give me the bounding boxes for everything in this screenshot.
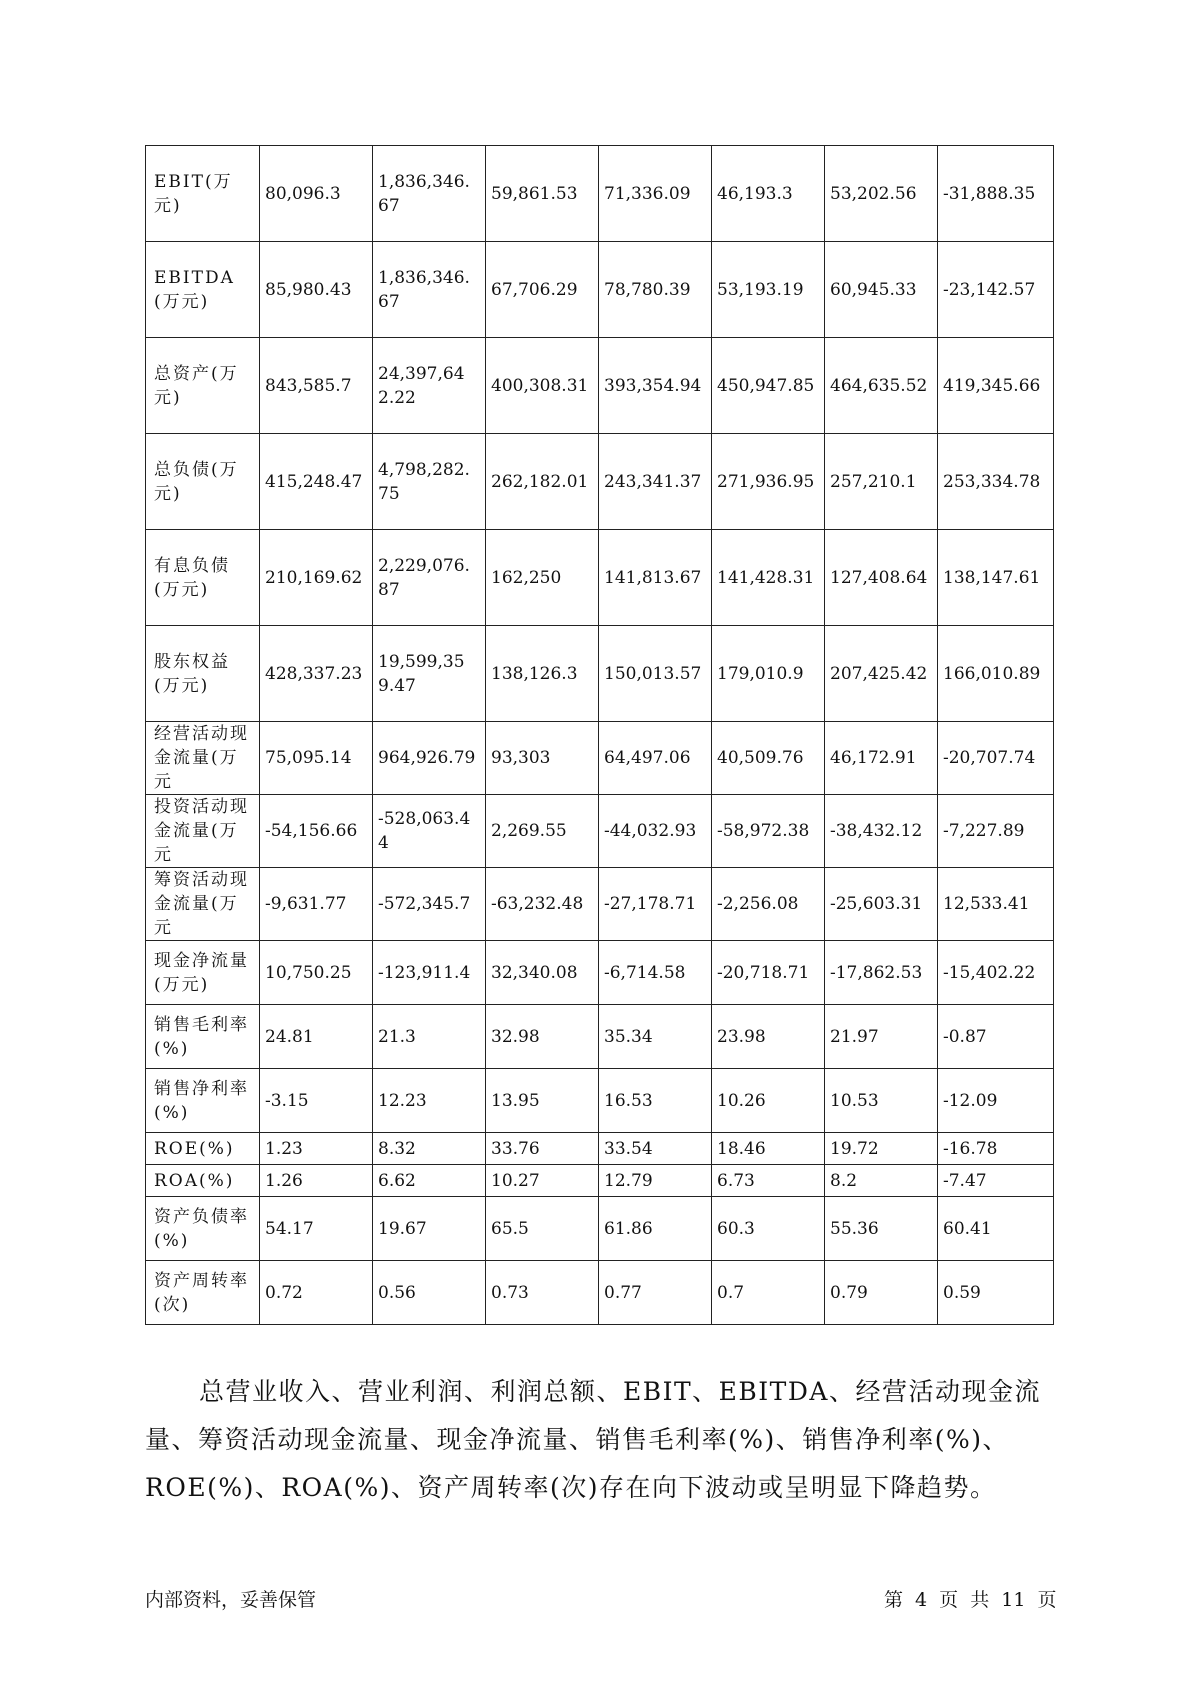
row-label: ROE(%) xyxy=(146,1133,260,1165)
table-cell: 46,172.91 xyxy=(825,722,938,795)
table-cell: 12,533.41 xyxy=(938,868,1054,941)
row-label: 销售净利率(%) xyxy=(146,1069,260,1133)
table-cell: -58,972.38 xyxy=(712,795,825,868)
table-row xyxy=(146,1005,1054,1069)
table-cell: 60.3 xyxy=(712,1197,825,1261)
table-cell: 24.81 xyxy=(260,1005,373,1069)
table-cell: 12.79 xyxy=(599,1165,712,1197)
table-cell: -16.78 xyxy=(938,1133,1054,1165)
table-cell: 162,250 xyxy=(486,530,599,626)
table-cell: 8.2 xyxy=(825,1165,938,1197)
table-cell: -54,156.66 xyxy=(260,795,373,868)
table-cell: 10.53 xyxy=(825,1069,938,1133)
table-cell: 18.46 xyxy=(712,1133,825,1165)
table-row xyxy=(146,722,1054,795)
table-cell: 85,980.43 xyxy=(260,242,373,338)
table-cell: -20,707.74 xyxy=(938,722,1054,795)
table-cell: -2,256.08 xyxy=(712,868,825,941)
table-cell: 0.72 xyxy=(260,1261,373,1325)
table-cell: 33.76 xyxy=(486,1133,599,1165)
table-cell: 24,397,642.22 xyxy=(373,338,486,434)
table-cell: 138,126.3 xyxy=(486,626,599,722)
table-cell: 55.36 xyxy=(825,1197,938,1261)
table-cell: 1.23 xyxy=(260,1133,373,1165)
table-cell: -63,232.48 xyxy=(486,868,599,941)
table-cell: 40,509.76 xyxy=(712,722,825,795)
row-label: 现金净流量(万元) xyxy=(146,941,260,1005)
table-row xyxy=(146,338,1054,434)
table-cell: 243,341.37 xyxy=(599,434,712,530)
table-cell: 141,813.67 xyxy=(599,530,712,626)
table-row xyxy=(146,1133,1054,1165)
table-cell: 21.3 xyxy=(373,1005,486,1069)
table-cell: -25,603.31 xyxy=(825,868,938,941)
table-cell: 71,336.09 xyxy=(599,146,712,242)
table-cell: -572,345.7 xyxy=(373,868,486,941)
table-cell: 93,303 xyxy=(486,722,599,795)
table-cell: -7.47 xyxy=(938,1165,1054,1197)
table-cell: 61.86 xyxy=(599,1197,712,1261)
table-cell: 2,229,076.87 xyxy=(373,530,486,626)
table-cell: -0.87 xyxy=(938,1005,1054,1069)
table-cell: 0.59 xyxy=(938,1261,1054,1325)
table-cell: 53,193.19 xyxy=(712,242,825,338)
table-cell: 1,836,346.67 xyxy=(373,242,486,338)
table-cell: 0.56 xyxy=(373,1261,486,1325)
table-cell: -15,402.22 xyxy=(938,941,1054,1005)
table-cell: 12.23 xyxy=(373,1069,486,1133)
table-cell: 32.98 xyxy=(486,1005,599,1069)
table-cell: -17,862.53 xyxy=(825,941,938,1005)
table-cell: 0.77 xyxy=(599,1261,712,1325)
row-label: 总负债(万元) xyxy=(146,434,260,530)
table-cell: 262,182.01 xyxy=(486,434,599,530)
table-cell: 1.26 xyxy=(260,1165,373,1197)
table-cell: -44,032.93 xyxy=(599,795,712,868)
table-cell: 843,585.7 xyxy=(260,338,373,434)
table-cell: 13.95 xyxy=(486,1069,599,1133)
table-cell: -20,718.71 xyxy=(712,941,825,1005)
row-label: EBIT(万元) xyxy=(146,146,260,242)
table-cell: 207,425.42 xyxy=(825,626,938,722)
table-cell: 16.53 xyxy=(599,1069,712,1133)
table-cell: 10.27 xyxy=(486,1165,599,1197)
table-cell: 8.32 xyxy=(373,1133,486,1165)
table-cell: 21.97 xyxy=(825,1005,938,1069)
table-row xyxy=(146,530,1054,626)
table-cell: 60.41 xyxy=(938,1197,1054,1261)
table-cell: 54.17 xyxy=(260,1197,373,1261)
table-cell: 19.72 xyxy=(825,1133,938,1165)
table-cell: -528,063.44 xyxy=(373,795,486,868)
row-label: 资产周转率(次) xyxy=(146,1261,260,1325)
table-cell: 2,269.55 xyxy=(486,795,599,868)
table-cell: 33.54 xyxy=(599,1133,712,1165)
table-cell: 210,169.62 xyxy=(260,530,373,626)
table-cell: 10.26 xyxy=(712,1069,825,1133)
table-cell: 53,202.56 xyxy=(825,146,938,242)
row-label: 资产负债率(%) xyxy=(146,1197,260,1261)
table-cell: -6,714.58 xyxy=(599,941,712,1005)
table-cell: 400,308.31 xyxy=(486,338,599,434)
table-cell: 4,798,282.75 xyxy=(373,434,486,530)
table-cell: -12.09 xyxy=(938,1069,1054,1133)
table-cell: -27,178.71 xyxy=(599,868,712,941)
financial-table-body xyxy=(146,146,1054,1325)
table-cell: 6.62 xyxy=(373,1165,486,1197)
table-cell: 6.73 xyxy=(712,1165,825,1197)
table-cell: 138,147.61 xyxy=(938,530,1054,626)
table-cell: 415,248.47 xyxy=(260,434,373,530)
table-cell: 150,013.57 xyxy=(599,626,712,722)
row-label: 有息负债(万元) xyxy=(146,530,260,626)
table-cell: 0.7 xyxy=(712,1261,825,1325)
row-label: EBITDA(万元) xyxy=(146,242,260,338)
table-cell: 257,210.1 xyxy=(825,434,938,530)
row-label: 总资产(万元) xyxy=(146,338,260,434)
footer-confidential-note: 内部资料，妥善保管 xyxy=(145,1589,317,1611)
table-row xyxy=(146,1165,1054,1197)
table-row xyxy=(146,434,1054,530)
summary-paragraph: 总营业收入、营业利润、利润总额、EBIT、EBITDA、经营活动现金流量、筹资活动现金流量、现金净流量、销售毛利率(%)、销售净利率(%)、ROE(%)、ROA(%)、资产周转率(次)存在向下波动或呈明显下降趋势。 xyxy=(145,1377,1041,1502)
table-cell: -9,631.77 xyxy=(260,868,373,941)
table-cell: 80,096.3 xyxy=(260,146,373,242)
table-cell: -23,142.57 xyxy=(938,242,1054,338)
table-row xyxy=(146,1261,1054,1325)
table-cell: 428,337.23 xyxy=(260,626,373,722)
table-cell: 419,345.66 xyxy=(938,338,1054,434)
table-row xyxy=(146,1197,1054,1261)
table-row xyxy=(146,626,1054,722)
table-cell: -7,227.89 xyxy=(938,795,1054,868)
table-row xyxy=(146,242,1054,338)
table-cell: 32,340.08 xyxy=(486,941,599,1005)
table-cell: 141,428.31 xyxy=(712,530,825,626)
row-label: 筹资活动现金流量(万元 xyxy=(146,868,260,941)
row-label: 投资活动现金流量(万元 xyxy=(146,795,260,868)
row-label: 股东权益(万元) xyxy=(146,626,260,722)
table-cell: 59,861.53 xyxy=(486,146,599,242)
table-cell: 19.67 xyxy=(373,1197,486,1261)
table-cell: 75,095.14 xyxy=(260,722,373,795)
table-cell: 271,936.95 xyxy=(712,434,825,530)
financial-table xyxy=(145,145,1054,1325)
table-cell: 464,635.52 xyxy=(825,338,938,434)
table-cell: 450,947.85 xyxy=(712,338,825,434)
table-cell: 10,750.25 xyxy=(260,941,373,1005)
table-cell: 60,945.33 xyxy=(825,242,938,338)
table-row xyxy=(146,1069,1054,1133)
table-cell: 19,599,359.47 xyxy=(373,626,486,722)
table-cell: -38,432.12 xyxy=(825,795,938,868)
table-cell: 1,836,346.67 xyxy=(373,146,486,242)
table-cell: -123,911.4 xyxy=(373,941,486,1005)
table-cell: 46,193.3 xyxy=(712,146,825,242)
table-cell: 0.73 xyxy=(486,1261,599,1325)
table-cell: 179,010.9 xyxy=(712,626,825,722)
table-cell: 64,497.06 xyxy=(599,722,712,795)
row-label: 经营活动现金流量(万元 xyxy=(146,722,260,795)
row-label: 销售毛利率(%) xyxy=(146,1005,260,1069)
table-cell: 964,926.79 xyxy=(373,722,486,795)
table-cell: 253,334.78 xyxy=(938,434,1054,530)
table-cell: 23.98 xyxy=(712,1005,825,1069)
table-row xyxy=(146,146,1054,242)
table-row xyxy=(146,941,1054,1005)
table-cell: -31,888.35 xyxy=(938,146,1054,242)
table-cell: 127,408.64 xyxy=(825,530,938,626)
table-cell: -3.15 xyxy=(260,1069,373,1133)
footer-page-number: 第 4 页 共 11 页 xyxy=(884,1589,1057,1611)
table-row xyxy=(146,868,1054,941)
row-label: ROA(%) xyxy=(146,1165,260,1197)
table-cell: 67,706.29 xyxy=(486,242,599,338)
table-cell: 0.79 xyxy=(825,1261,938,1325)
table-cell: 35.34 xyxy=(599,1005,712,1069)
table-cell: 78,780.39 xyxy=(599,242,712,338)
table-cell: 393,354.94 xyxy=(599,338,712,434)
table-cell: 65.5 xyxy=(486,1197,599,1261)
table-row xyxy=(146,795,1054,868)
table-cell: 166,010.89 xyxy=(938,626,1054,722)
